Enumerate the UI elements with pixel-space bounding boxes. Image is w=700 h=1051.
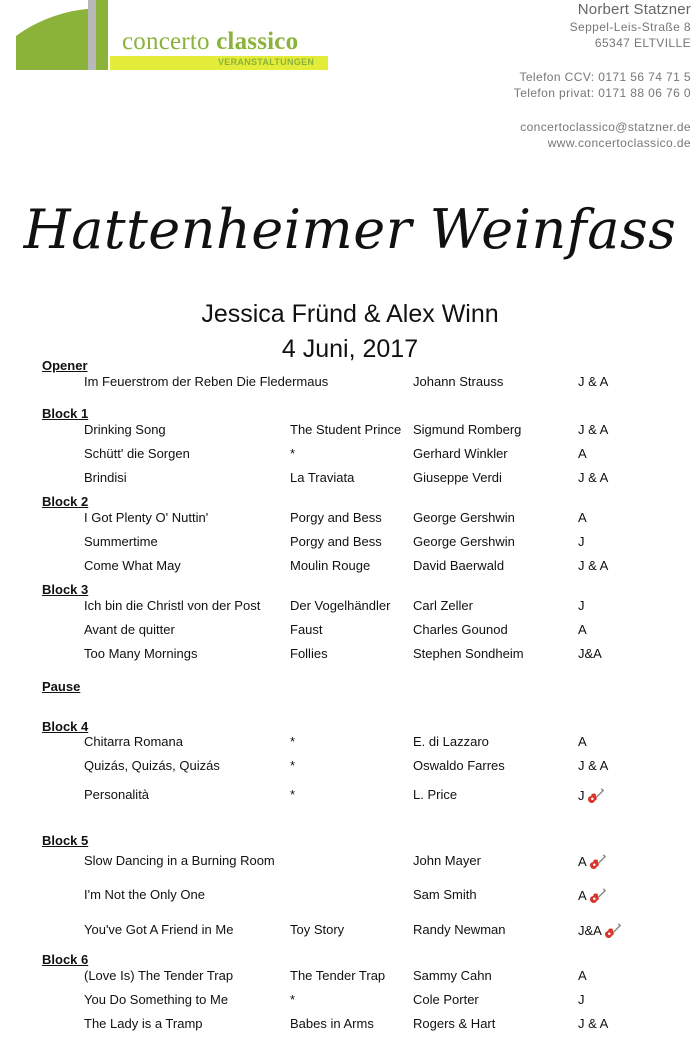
- song-work: Porgy and Bess: [290, 534, 382, 549]
- song-title: Brindisi: [84, 470, 127, 485]
- song-title: Im Feuerstrom der Reben Die Fledermaus: [84, 374, 329, 389]
- song-performer: J & A: [578, 422, 609, 437]
- song-composer: Giuseppe Verdi: [413, 470, 502, 485]
- program-row: [0, 534, 700, 554]
- song-composer: Gerhard Winkler: [413, 446, 508, 461]
- song-work: *: [290, 787, 296, 802]
- song-composer: Sam Smith: [413, 887, 477, 902]
- song-composer: Charles Gounod: [413, 622, 508, 637]
- song-composer: George Gershwin: [413, 510, 515, 525]
- song-work: *: [290, 446, 296, 461]
- song-work: Porgy and Bess: [290, 510, 382, 525]
- song-performer: J & A: [578, 470, 609, 485]
- guitar-icon: [588, 853, 606, 871]
- event-title: Hattenheimer Weinfass: [23, 198, 677, 261]
- logo-graphic: [0, 0, 120, 75]
- song-title: Schütt' die Sorgen: [84, 446, 190, 461]
- contact-phone-private: Telefon privat: 0171 88 06 76 0: [513, 86, 691, 100]
- song-title: Drinking Song: [84, 422, 166, 437]
- song-performer: J & A: [578, 758, 609, 773]
- song-title: You've Got A Friend in Me: [84, 922, 234, 937]
- song-work: Der Vogelhändler: [290, 598, 391, 613]
- song-composer: Sigmund Romberg: [413, 422, 522, 437]
- heading-opener: Opener: [42, 358, 88, 373]
- song-performer: A: [578, 446, 587, 461]
- song-performer: J: [578, 992, 585, 1007]
- program-row: [0, 598, 700, 618]
- song-performer: J&A: [578, 922, 621, 940]
- song-performer: J & A: [578, 558, 609, 573]
- guitar-icon: [588, 887, 606, 905]
- contact-website[interactable]: www.concertoclassico.de: [547, 136, 691, 150]
- song-title: Personalità: [84, 787, 150, 802]
- heading-block-3: Block 3: [42, 582, 89, 597]
- song-composer: John Mayer: [413, 853, 481, 868]
- event-date: 4 Juni, 2017: [281, 335, 419, 363]
- logo-wordmark: concerto classico: [122, 28, 299, 55]
- program-row: [0, 1016, 700, 1036]
- song-work: *: [290, 992, 296, 1007]
- song-work: La Traviata: [290, 470, 355, 485]
- heading-block-6: Block 6: [42, 952, 89, 967]
- song-composer: Johann Strauss: [413, 374, 504, 389]
- song-composer: Oswaldo Farres: [413, 758, 505, 773]
- song-title: Summertime: [84, 534, 158, 549]
- song-performer: J&A: [578, 646, 602, 661]
- program-row: [0, 422, 700, 442]
- program-row: [0, 887, 700, 907]
- contact-street: Seppel-Leis-Straße 8: [569, 20, 691, 34]
- song-work: Follies: [290, 646, 328, 661]
- song-composer: E. di Lazzaro: [413, 734, 489, 749]
- heading-block-1: Block 1: [42, 406, 89, 421]
- song-work: The Tender Trap: [290, 968, 386, 983]
- song-composer: Cole Porter: [413, 992, 479, 1007]
- song-work: Moulin Rouge: [290, 558, 371, 573]
- song-work: The Student Prince: [290, 422, 402, 437]
- song-title: I Got Plenty O' Nuttin': [84, 510, 209, 525]
- song-performer: J & A: [578, 1016, 609, 1031]
- song-title: (Love Is) The Tender Trap: [84, 968, 234, 983]
- program-row: [0, 446, 700, 466]
- song-title: You Do Something to Me: [84, 992, 229, 1007]
- song-title: Come What May: [84, 558, 181, 573]
- guitar-icon: [603, 922, 621, 940]
- program-row: [0, 853, 700, 873]
- song-title: The Lady is a Tramp: [84, 1016, 203, 1031]
- program-row: [0, 968, 700, 988]
- contact-phone-ccv: Telefon CCV: 0171 56 74 71 5: [519, 70, 691, 84]
- contact-block: [514, 0, 691, 151]
- song-composer: Rogers & Hart: [413, 1016, 496, 1031]
- logo-subtitle: VERANSTALTUNGEN: [218, 57, 315, 67]
- song-composer: L. Price: [413, 787, 458, 802]
- program-row: [0, 510, 700, 530]
- song-composer: Sammy Cahn: [413, 968, 492, 983]
- song-title: Too Many Mornings: [84, 646, 198, 661]
- song-performer: J: [578, 787, 604, 805]
- program-row: [0, 922, 700, 942]
- contact-email[interactable]: concertoclassico@statzner.de: [520, 120, 691, 134]
- program-row: [0, 374, 700, 394]
- song-composer: Randy Newman: [413, 922, 506, 937]
- program-row: [0, 758, 700, 778]
- company-logo: [0, 0, 340, 80]
- heading-block-2: Block 2: [42, 494, 89, 509]
- song-composer: Carl Zeller: [413, 598, 473, 613]
- program-row: [0, 992, 700, 1012]
- song-composer: David Baerwald: [413, 558, 505, 573]
- program-row: [0, 622, 700, 642]
- song-title: I'm Not the Only One: [84, 887, 205, 902]
- song-composer: George Gershwin: [413, 534, 515, 549]
- song-work: Toy Story: [290, 922, 345, 937]
- song-work: *: [290, 734, 296, 749]
- song-work: Faust: [290, 622, 323, 637]
- song-performer: A: [578, 968, 587, 983]
- contact-name: Norbert Statzner: [577, 1, 691, 18]
- song-performer: A: [578, 734, 587, 749]
- song-title: Ich bin die Christl von der Post: [84, 598, 261, 613]
- song-performer: A: [578, 510, 587, 525]
- song-performer: J: [578, 598, 585, 613]
- song-work: Babes in Arms: [290, 1016, 374, 1031]
- program-row: [0, 787, 700, 807]
- program-row: [0, 558, 700, 578]
- guitar-icon: [586, 787, 604, 805]
- performers: Jessica Fründ & Alex Winn: [201, 300, 499, 328]
- song-title: Avant de quitter: [84, 622, 175, 637]
- song-performer: J: [578, 534, 585, 549]
- heading-block-4: Block 4: [42, 719, 89, 734]
- song-title: Quizás, Quizás, Quizás: [84, 758, 220, 773]
- program-row: [0, 470, 700, 490]
- song-performer: A: [578, 853, 606, 871]
- song-performer: A: [578, 887, 606, 905]
- song-title: Slow Dancing in a Burning Room: [84, 853, 275, 868]
- program-row: [0, 646, 700, 666]
- heading-pause: Pause: [42, 679, 81, 694]
- song-performer: J & A: [578, 374, 609, 389]
- song-performer: A: [578, 622, 587, 637]
- program-row: [0, 734, 700, 754]
- contact-city: 65347 ELTVILLE: [594, 36, 691, 50]
- song-work: *: [290, 758, 296, 773]
- song-title: Chitarra Romana: [84, 734, 183, 749]
- song-composer: Stephen Sondheim: [413, 646, 524, 661]
- heading-block-5: Block 5: [42, 833, 89, 848]
